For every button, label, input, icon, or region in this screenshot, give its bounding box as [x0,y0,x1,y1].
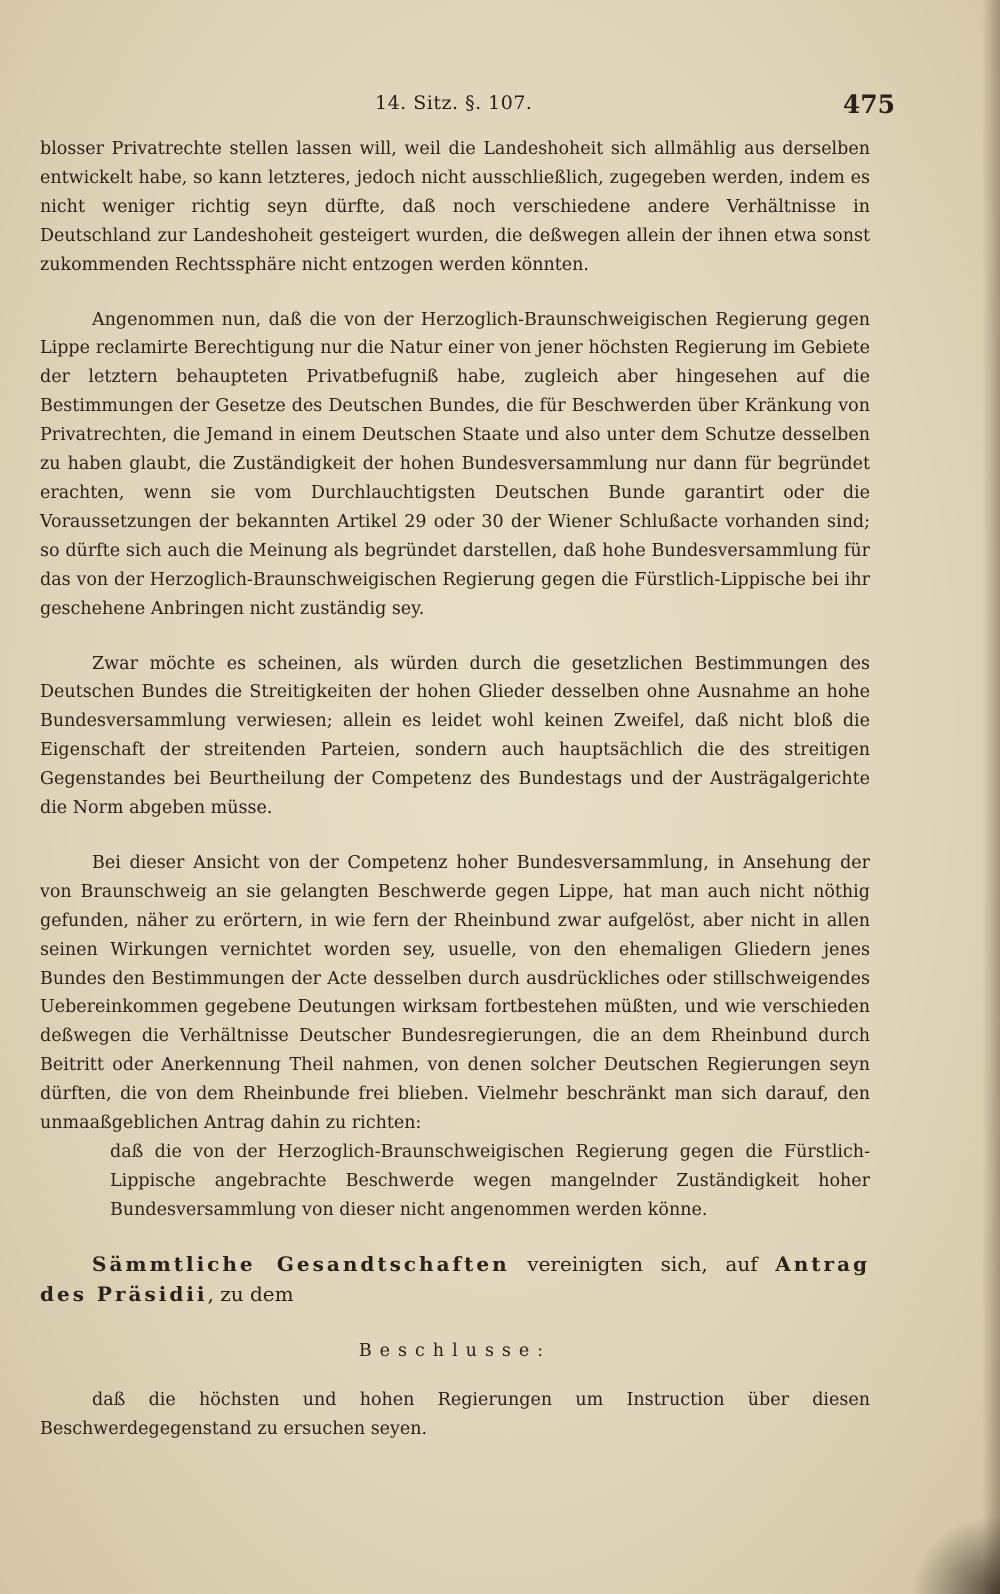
paragraph-3: Zwar möchte es scheinen, als würden durch die gesetzlichen Bestimmungen des Deutschen Bundes die Streitigkeiten der hohen Glieder desselben ohne Ausnahme an hohe Bundesversammlung verwiesen; allein es leidet wohl keinen Zweifel, daß nicht bloß die Eigenschaft der streitenden Parteien, sondern auch hauptsächlich die des streitigen Gegenstandes bei Beurtheilung der Competenz des Bundestags und der Austrägalgerichte die Norm abgeben müsse. [40,653,870,819]
beschluss-heading: Beschlusse: [358,1340,552,1361]
paragraph-1: blosser Privatrechte stellen lassen will, weil die Landeshoheit sich allmählig aus derselben entwickelt habe, so kann letzteres, jedoch nicht ausschließlich, zugegeben werden, indem es nicht weniger richtig seyn dürfte, daß noch verschiedene andere Verhältnisse in Deutschland zur Landeshoheit gesteigert wurden, die deßwegen allein der ihnen etwa sonst zukommenden Rechtssphäre nicht entzogen werden könnten. [40,139,870,275]
running-head: 14. Sitz. §. 107. [375,92,533,114]
resolution-subject: Sämmtliche Gesandtschaften [92,1251,510,1276]
resolution-text-a: vereinigten sich, auf [509,1251,776,1276]
page-corner-shadow [910,1514,1000,1594]
paragraph-4: Bei dieser Ansicht von der Competenz hoher Bundesversammlung, in Ansehung der von Braunschweig an sie gelangten Beschwerde gegen Lippe, hat man auch nicht nöthig gefunden, näher zu erörtern, in wie fern der Rheinbund zwar aufgelöst, aber nicht in allen seinen Wirkungen vernichtet worden sey, usuelle, von den ehemaligen Gliedern jenes Bundes den Bestimmungen der Acte desselben durch ausdrückliches oder stillschweigendes Uebereinkommen gegebene Deutungen wirksam fortbestehen müßten, und wie verschieden deßwegen die Verhältnisse Deutscher Bundesregierungen, die an dem Rheinbund durch Beitritt oder Anerkennung Theil nahmen, von denen solcher Deutschen Regierungen seyn dürften, die von dem Rheinbunde frei blieben. Vielmehr beschränkt man sich darauf, den unmaaßgeblichen Antrag dahin zu richten: [40,852,870,1134]
motion-quote: daß die von der Herzoglich-Braunschweigischen Regierung gegen die Fürstlich-Lippische angebrachte Beschwerde wegen mangelnder Zuständigkeit hoher Bundesversammlung von dieser nicht angenommen werden könne. [110,1142,870,1220]
page-header [375,92,895,122]
resolution-text-b: , zu dem [207,1281,294,1306]
page-number: 475 [842,90,895,119]
paragraph-2: Angenommen nun, daß die von der Herzoglich-Braunschweigischen Regierung gegen Lippe reclamirte Berechtigung nur die Natur einer von jener höchsten Regierung im Gebiete der letztern behaupteten Privatbefugniß habe, zugleich aber hingesehen auf die Bestimmungen der Gesetze des Deutschen Bundes, die für Beschwerden über Kränkung von Privatrechten, die Jemand in einem Deutschen Staate und also unter dem Schutze desselben zu haben glaubt, die Zuständigkeit der hohen Bundesversammlung nur dann für begründet erachten, wenn sie vom Durchlauchtigsten Deutschen Bunde garantirt oder die Voraussetzungen der bekannten Artikel 29 oder 30 der Wiener Schlußacte vorhanden sind; so dürfte sich auch die Meinung als begründet darstellen, daß hohe Bundesversammlung für das von der Herzoglich-Braunschweigischen Regierung gegen die Fürstlich-Lippische bei ihr geschehene Anbringen nicht zuständig sey. [40,309,870,619]
final-paragraph: daß die höchsten und hohen Regierungen um Instruction über diesen Beschwerdegegenstand zu ersuchen seyen. [40,1389,870,1439]
resolution-paragraph [40,1249,870,1309]
page-edge-shadow [982,0,1000,1594]
resolution-motion: Antrag des Präsidii [40,1251,871,1306]
body-text [40,135,870,1443]
